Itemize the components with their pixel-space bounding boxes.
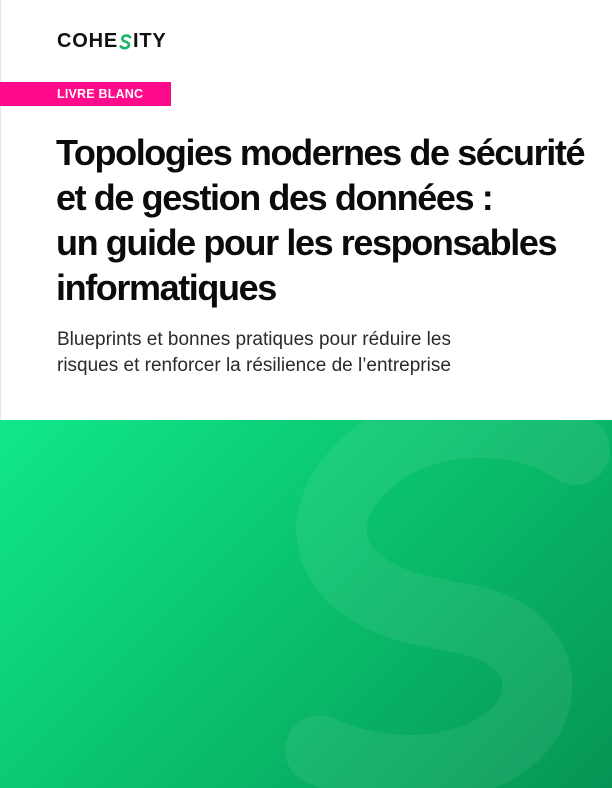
stylized-s-icon xyxy=(119,33,132,49)
logo-text-end: ITY xyxy=(132,29,167,52)
page-edge-rule xyxy=(0,0,1,420)
title-line: Topologies modernes de sécurité xyxy=(56,132,585,173)
page-title xyxy=(56,130,596,310)
title-line: un guide pour les responsables xyxy=(56,222,557,263)
page-subtitle xyxy=(57,327,587,379)
hero-gradient-panel xyxy=(0,420,612,788)
subtitle-line: risques et renforcer la résilience de l’entreprise xyxy=(57,355,451,376)
title-line: informatiques xyxy=(56,267,276,308)
subtitle-line: Blueprints et bonnes pratiques pour réduire les xyxy=(57,329,451,350)
stylized-s-watermark-icon xyxy=(0,420,612,788)
logo-text-start: COHE xyxy=(57,29,118,52)
badge-label: LIVRE BLANC xyxy=(57,87,144,101)
cohesity-logo xyxy=(57,29,167,53)
title-line: et de gestion des données : xyxy=(56,177,493,218)
document-type-badge xyxy=(0,82,171,106)
